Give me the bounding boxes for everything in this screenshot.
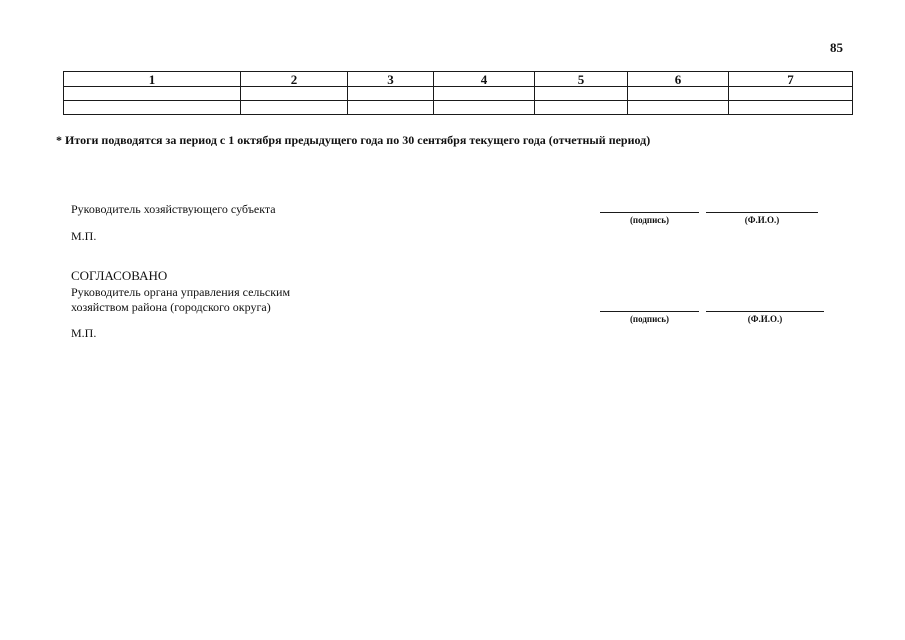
name-line-2 — [706, 311, 824, 312]
table-cell — [348, 101, 434, 115]
table-cell — [729, 87, 853, 101]
table-cell — [434, 87, 535, 101]
table-header-cell: 6 — [628, 72, 729, 87]
head-of-entity-title: Руководитель хозяйствующего субъекта — [71, 202, 276, 216]
table-cell — [535, 101, 628, 115]
stamp-placeholder-2: М.П. — [71, 326, 97, 340]
stamp-placeholder-1: М.П. — [71, 229, 97, 243]
signature-caption-1: (подпись) — [629, 215, 670, 225]
table-cell — [241, 101, 348, 115]
table-cell — [535, 87, 628, 101]
approved-heading: СОГЛАСОВАНО — [71, 268, 168, 283]
table-header-cell: 4 — [434, 72, 535, 87]
table-cell — [628, 87, 729, 101]
table-header-cell: 1 — [64, 72, 241, 87]
signature-line-1 — [600, 212, 699, 213]
table-header-cell: 2 — [241, 72, 348, 87]
table-cell — [64, 101, 241, 115]
name-caption-1: (Ф.И.О.) — [744, 215, 780, 225]
footnote: * Итоги подводятся за период с 1 октября предыдущего года по 30 сентября текущего года (отчетный период) — [56, 133, 651, 147]
table-header-cell: 5 — [535, 72, 628, 87]
table-cell — [241, 87, 348, 101]
name-caption-2: (Ф.И.О.) — [747, 314, 783, 324]
approver-title-line1: Руководитель органа управления сельским — [71, 285, 291, 299]
table-cell — [729, 101, 853, 115]
signature-caption-2: (подпись) — [629, 314, 670, 324]
table-cell — [64, 87, 241, 101]
table-header-row — [64, 72, 853, 87]
form-table — [63, 71, 853, 115]
table-cell — [434, 101, 535, 115]
signature-line-2 — [600, 311, 699, 312]
approver-title-line2: хозяйством района (городского округа) — [71, 300, 271, 314]
table-header-cell: 7 — [729, 72, 853, 87]
page-number: 85 — [830, 40, 843, 55]
table-row — [64, 101, 853, 115]
name-line-1 — [706, 212, 818, 213]
table-cell — [348, 87, 434, 101]
table-cell — [628, 101, 729, 115]
table-header-cell: 3 — [348, 72, 434, 87]
table-row — [64, 87, 853, 101]
